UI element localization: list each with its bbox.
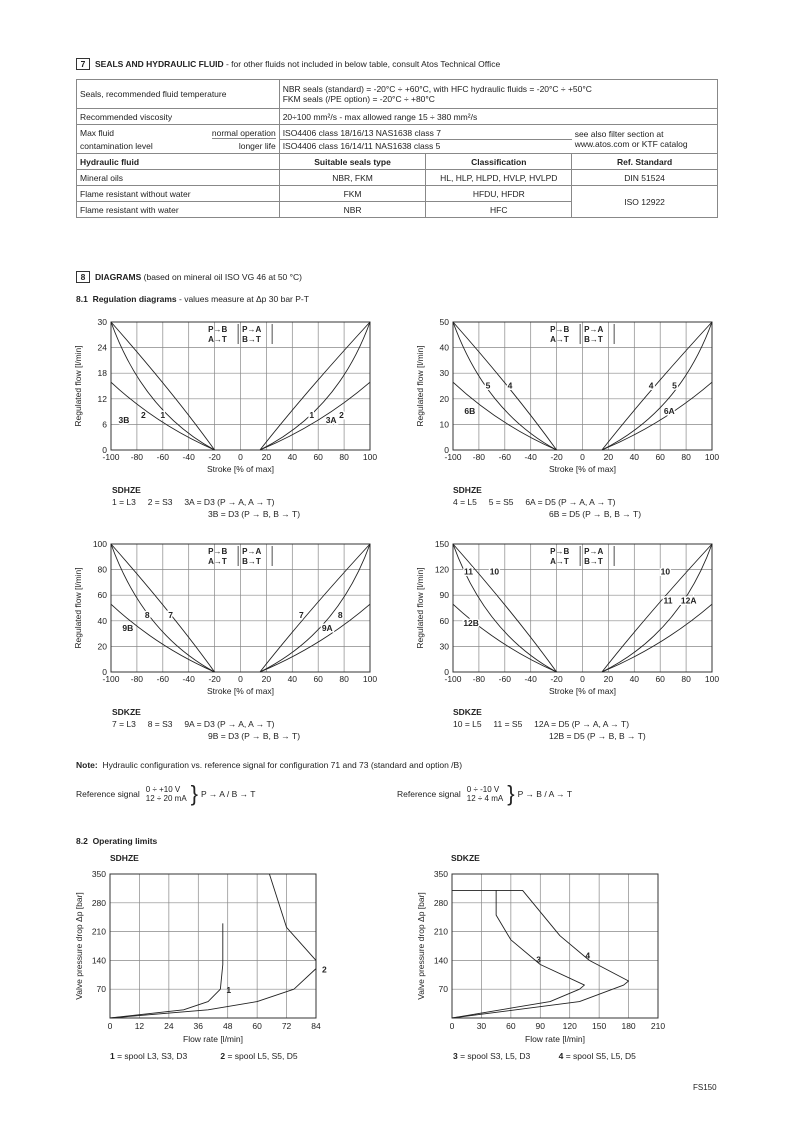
table-header-row — [77, 154, 718, 170]
cont-label: Max fluid — [80, 127, 115, 138]
flow-legend-label: A→T — [550, 557, 569, 566]
y-tick-label: 120 — [434, 564, 449, 575]
x-tick-label: 60 — [313, 674, 323, 684]
legend-entry: 11 = S5 — [493, 719, 523, 729]
ref-range: 0 ÷ +10 V — [145, 785, 181, 794]
x-tick-label: 24 — [164, 1021, 174, 1031]
x-tick-label: 30 — [476, 1021, 487, 1031]
table-header: Suitable seals type — [279, 154, 426, 170]
table-row — [77, 125, 718, 154]
curve-line — [260, 544, 370, 672]
x-axis-label: Stroke [% of max] — [206, 464, 275, 474]
legend-title: SDKZE — [453, 707, 482, 717]
series-label: 7 — [168, 610, 173, 621]
x-tick-label: 84 — [311, 1021, 321, 1031]
y-tick-label: 0 — [444, 445, 449, 455]
y-axis-label: Valve pressure drop Δp [bar] — [416, 892, 426, 1000]
page-code: FS150 — [693, 1083, 717, 1092]
note-text: Hydraulic configuration vs. reference signal for configuration 71 and 73 (standard and option /B) — [102, 760, 463, 770]
x-tick-label: -80 — [130, 674, 144, 684]
series-label: 2 — [322, 964, 327, 975]
x-tick-label: 20 — [603, 674, 614, 684]
section-81-subtitle: - values measure at Δp 30 bar P-T — [176, 294, 309, 304]
series-label: 11 — [663, 595, 673, 606]
series-label: 7 — [298, 610, 304, 621]
flow-legend-label: A→T — [208, 335, 227, 344]
note-label: Note: — [76, 760, 98, 770]
y-tick-label: 350 — [433, 869, 448, 879]
y-tick-label: 280 — [91, 897, 106, 908]
x-tick-label: 0 — [449, 1021, 455, 1031]
table-row — [77, 109, 718, 125]
flow-legend-label: P→A — [584, 325, 604, 334]
curve-line — [602, 544, 712, 672]
y-tick-label: 210 — [91, 926, 106, 937]
x-tick-label: 80 — [681, 452, 691, 462]
section-82-heading — [76, 836, 157, 846]
y-tick-label: 0 — [444, 667, 449, 677]
cont-label: contamination level — [80, 140, 153, 151]
y-axis-label: Regulated flow [l/min] — [415, 567, 425, 649]
regulation-chart-3 — [66, 534, 386, 704]
x-tick-label: -40 — [182, 452, 195, 462]
series-label: 9A — [321, 623, 333, 634]
series-label: 5 — [485, 380, 491, 391]
section-8-number: 8 — [76, 271, 90, 283]
reference-signal-2: Reference signal 0 ÷ -10 V 12 ÷ 4 mA } P → B / A → T — [397, 781, 573, 806]
legend-entry: = spool S5, L5, D5 — [563, 1051, 636, 1061]
series-label: 3 — [536, 954, 542, 965]
section-81-heading — [76, 294, 309, 304]
table-cell: ISO 12922 — [572, 186, 718, 218]
x-axis-label: Flow rate [l/min] — [525, 1034, 585, 1044]
x-tick-label: 60 — [655, 674, 665, 684]
note — [76, 760, 462, 770]
table-header: Hydraulic fluid — [77, 154, 280, 170]
op-chart-title: SDKZE — [451, 853, 480, 863]
section-7-subtitle: - for other fluids not included in below table, consult Atos Technical Office — [223, 59, 501, 69]
y-tick-label: 100 — [92, 539, 107, 549]
table-row — [77, 186, 718, 202]
x-tick-label: 36 — [193, 1021, 204, 1031]
x-tick-label: -60 — [498, 452, 511, 462]
legend-entry: 9A = D3 (P → A, A → T) — [184, 719, 275, 729]
table-cell: Seals, recommended fluid temperature — [77, 80, 280, 109]
legend-entry: = spool L3, S3, D3 — [114, 1051, 188, 1061]
x-tick-label: -80 — [472, 452, 486, 462]
x-tick-label: -20 — [550, 674, 563, 684]
flow-legend-label: B→T — [242, 557, 261, 566]
y-tick-label: 40 — [439, 342, 449, 353]
flow-legend-label: B→T — [584, 335, 603, 344]
x-tick-label: 100 — [704, 452, 720, 462]
x-tick-label: -20 — [550, 452, 563, 462]
series-label: 4 — [648, 380, 654, 391]
legend-entry: = spool S3, L5, D3 — [457, 1051, 531, 1061]
legend-entry: 4 = L5 — [453, 497, 477, 507]
table-cell: HFDU, HFDR — [426, 186, 572, 202]
y-tick-label: 350 — [91, 869, 106, 879]
table-cell: DIN 51524 — [572, 170, 718, 186]
x-tick-label: 0 — [238, 674, 243, 684]
x-tick-label: 12 — [134, 1021, 145, 1031]
section-7-number: 7 — [76, 58, 90, 70]
x-tick-label: 0 — [580, 452, 585, 462]
series-label: 3B — [118, 415, 130, 426]
x-tick-label: 80 — [339, 452, 349, 462]
y-tick-label: 12 — [97, 393, 107, 404]
series-label: 1 — [309, 410, 315, 420]
series-label: 4 — [507, 380, 513, 391]
op-legend-1 — [110, 1050, 298, 1062]
plot-frame — [452, 874, 658, 1018]
seals-fluid-table — [76, 79, 718, 218]
regulation-chart-2 — [408, 312, 728, 482]
x-tick-label: -100 — [102, 674, 120, 684]
flow-legend-label: P→A — [584, 547, 604, 556]
y-tick-label: 20 — [97, 641, 107, 652]
x-tick-label: -100 — [444, 452, 462, 462]
legend-entry: 3A = D3 (P → A, A → T) — [184, 497, 275, 507]
operating-limits-chart-2 — [408, 864, 678, 1050]
y-tick-label: 20 — [439, 393, 449, 404]
y-tick-label: 90 — [439, 590, 449, 601]
curve-line — [602, 322, 712, 450]
flow-legend-label: P→A — [242, 547, 262, 556]
x-tick-label: 40 — [287, 452, 298, 462]
op-legend-2 — [453, 1050, 636, 1062]
y-tick-label: 50 — [439, 317, 449, 327]
flow-legend-label: P→B — [208, 547, 228, 556]
y-tick-label: 0 — [102, 667, 107, 677]
operating-limits-chart-1 — [66, 864, 336, 1050]
x-tick-label: -20 — [208, 674, 221, 684]
curve-line — [260, 604, 370, 672]
y-axis-label: Regulated flow [l/min] — [73, 567, 83, 649]
curve-line — [602, 322, 712, 450]
table-cell — [279, 80, 717, 109]
table-header: Classification — [426, 154, 572, 170]
cont-label: normal operation — [211, 127, 276, 138]
legend-key: 4 — [558, 1051, 564, 1061]
y-tick-label: 280 — [433, 897, 448, 908]
limit-curve — [110, 923, 223, 1018]
legend-key: 2 — [220, 1051, 226, 1061]
x-axis-label: Flow rate [l/min] — [183, 1034, 243, 1044]
chart-legend-sdkze-2 — [453, 706, 646, 742]
chart-legend-sdkze-1 — [112, 706, 300, 742]
x-tick-label: -40 — [524, 452, 537, 462]
y-tick-label: 30 — [97, 317, 107, 327]
legend-entry: 8 = S3 — [147, 719, 173, 729]
x-tick-label: -100 — [102, 452, 120, 462]
legend-entry: 5 = S5 — [488, 497, 514, 507]
legend-entry: 12B = D5 (P → B, B → T) — [549, 731, 646, 741]
legend-entry: 12A = D5 (P → A, A → T) — [534, 719, 630, 729]
chart-legend-sdhze-1 — [112, 484, 300, 520]
series-label: 6A — [663, 406, 675, 417]
section-7-heading — [76, 58, 500, 70]
legend-title: SDKZE — [112, 707, 141, 717]
cont-value: ISO4406 class 18/16/13 NAS1638 class 7 — [280, 127, 572, 140]
table-cell: 20÷100 mm²/s - max allowed range 15 ÷ 380 mm²/s — [279, 109, 717, 125]
ref-range: 12 ÷ 4 mA — [466, 794, 504, 803]
flow-legend-label: P→A — [242, 325, 262, 334]
table-cell: Mineral oils — [77, 170, 280, 186]
x-tick-label: 80 — [681, 674, 691, 684]
y-tick-label: 70 — [96, 984, 106, 995]
op-chart-title: SDHZE — [110, 853, 139, 863]
table-cell — [77, 125, 280, 154]
regulation-chart-4 — [408, 534, 728, 704]
seals-temp-line: NBR seals (standard) = -20°C ÷ +60°C, with HFC hydraulic fluids = -20°C ÷ +50°C — [282, 84, 592, 94]
series-label: 10 — [660, 566, 671, 577]
x-tick-label: 180 — [621, 1021, 636, 1031]
y-tick-label: 40 — [97, 615, 107, 626]
x-tick-label: 60 — [655, 452, 665, 462]
curve-line — [602, 604, 712, 672]
x-tick-label: 72 — [281, 1021, 292, 1031]
x-tick-label: 20 — [261, 674, 272, 684]
flow-legend-label: P→B — [208, 325, 228, 334]
ref-label: Reference signal — [397, 789, 461, 799]
x-tick-label: -40 — [182, 674, 195, 684]
x-tick-label: -60 — [498, 674, 511, 684]
reference-signal-1: Reference signal 0 ÷ +10 V 12 ÷ 20 mA } P → A / B → T — [76, 781, 256, 806]
flow-legend-label: A→T — [208, 557, 227, 566]
y-tick-label: 140 — [433, 955, 448, 966]
section-82-number: 8.2 — [76, 836, 88, 846]
x-tick-label: 0 — [107, 1021, 113, 1031]
legend-entry: 6B = D5 (P → B, B → T) — [549, 509, 642, 519]
x-tick-label: 0 — [238, 452, 243, 462]
x-tick-label: 20 — [603, 452, 614, 462]
table-cell: FKM — [279, 186, 426, 202]
limit-curve — [452, 890, 584, 1018]
table-cell: Recommended viscosity — [77, 109, 280, 125]
x-axis-label: Stroke [% of max] — [206, 686, 275, 696]
table-cell: NBR — [279, 202, 426, 218]
section-8-title: DIAGRAMS — [95, 272, 142, 282]
series-label: 1 — [226, 985, 232, 996]
x-tick-label: 60 — [313, 452, 323, 462]
x-tick-label: 0 — [580, 674, 585, 684]
y-axis-label: Regulated flow [l/min] — [415, 345, 425, 427]
x-tick-label: -60 — [156, 452, 169, 462]
table-cell: HFC — [426, 202, 572, 218]
section-81-number: 8.1 — [76, 294, 88, 304]
cont-note: www.atos.com or KTF catalog — [574, 139, 688, 149]
y-tick-label: 0 — [102, 445, 107, 455]
cont-note: see also filter section at — [574, 129, 664, 139]
x-tick-label: -100 — [444, 674, 462, 684]
legend-entry: 7 = L3 — [112, 719, 136, 729]
y-tick-label: 24 — [97, 342, 107, 353]
section-81-title: Regulation diagrams — [92, 294, 177, 304]
x-tick-label: 60 — [252, 1021, 262, 1031]
cont-value: ISO4406 class 16/14/11 NAS1638 class 5 — [282, 140, 441, 151]
x-tick-label: 100 — [362, 452, 378, 462]
x-tick-label: -80 — [472, 674, 486, 684]
series-label: 8 — [337, 610, 343, 621]
x-tick-label: 210 — [650, 1021, 666, 1031]
series-label: 5 — [672, 380, 677, 391]
table-row — [77, 170, 718, 186]
table-header: Ref. Standard — [572, 154, 718, 170]
x-tick-label: -80 — [130, 452, 144, 462]
y-tick-label: 80 — [97, 564, 107, 575]
series-label: 9B — [122, 623, 134, 634]
y-tick-label: 150 — [434, 539, 449, 549]
x-tick-label: 40 — [287, 674, 298, 684]
series-label: 1 — [160, 410, 166, 420]
series-label: 3A — [325, 415, 337, 426]
ref-range: 0 ÷ -10 V — [466, 785, 500, 794]
series-label: 2 — [141, 410, 146, 420]
section-82-title: Operating limits — [92, 836, 158, 846]
x-tick-label: 100 — [704, 674, 720, 684]
legend-entry: 10 = L5 — [453, 719, 482, 729]
x-tick-label: -40 — [524, 674, 537, 684]
x-tick-label: -60 — [156, 674, 169, 684]
curve-line — [602, 382, 712, 450]
y-tick-label: 60 — [97, 590, 107, 601]
ref-result: P → B / A → T — [517, 789, 573, 799]
x-tick-label: 60 — [506, 1021, 516, 1031]
legend-title: SDHZE — [112, 485, 141, 495]
legend-key: 1 — [110, 1051, 115, 1061]
table-cell: NBR, FKM — [279, 170, 426, 186]
x-tick-label: 20 — [261, 452, 272, 462]
y-axis-label: Regulated flow [l/min] — [73, 345, 83, 427]
curve-line — [260, 322, 370, 450]
series-label: 2 — [339, 410, 344, 420]
flow-legend-label: B→T — [242, 335, 261, 344]
x-axis-label: Stroke [% of max] — [548, 464, 617, 474]
x-tick-label: 48 — [222, 1021, 233, 1031]
x-tick-label: 40 — [629, 674, 640, 684]
y-tick-label: 6 — [102, 419, 107, 430]
x-tick-label: 80 — [339, 674, 349, 684]
table-cell: Flame resistant without water — [77, 186, 280, 202]
table-row — [77, 80, 718, 109]
ref-result: P → A / B → T — [201, 789, 256, 799]
x-tick-label: -20 — [208, 452, 221, 462]
curve-line — [260, 322, 370, 450]
flow-legend-label: A→T — [550, 335, 569, 344]
cont-label: longer life — [238, 140, 276, 151]
seals-temp-line: FKM seals (/PE option) = -20°C ÷ +80°C — [282, 94, 435, 104]
section-8-subtitle: (based on mineral oil ISO VG 46 at 50 °C) — [141, 272, 303, 282]
flow-legend-label: P→B — [550, 325, 570, 334]
x-tick-label: 40 — [629, 452, 640, 462]
table-cell: HL, HLP, HLPD, HVLP, HVLPD — [426, 170, 572, 186]
y-tick-label: 140 — [91, 955, 106, 966]
legend-entry: 6A = D5 (P → A, A → T) — [525, 497, 616, 507]
y-axis-label: Valve pressure drop Δp [bar] — [74, 892, 84, 1000]
x-tick-label: 100 — [362, 674, 378, 684]
flow-legend-label: B→T — [584, 557, 603, 566]
legend-entry: 3B = D3 (P → B, B → T) — [208, 509, 301, 519]
legend-title: SDHZE — [453, 485, 482, 495]
legend-entry: = spool L5, S5, D5 — [225, 1051, 298, 1061]
series-label: 12A — [680, 595, 697, 606]
x-axis-label: Stroke [% of max] — [548, 686, 617, 696]
series-label: 10 — [489, 566, 500, 577]
ref-range: 12 ÷ 20 mA — [145, 794, 187, 803]
series-label: 6B — [464, 406, 476, 417]
curve-line — [260, 544, 370, 672]
legend-entry: 9B = D3 (P → B, B → T) — [208, 731, 301, 741]
x-tick-label: 90 — [535, 1021, 546, 1031]
chart-legend-sdhze-2 — [453, 484, 641, 520]
section-7-title: SEALS AND HYDRAULIC FLUID — [95, 59, 224, 69]
regulation-chart-1 — [66, 312, 386, 482]
x-tick-label: 120 — [562, 1021, 577, 1031]
table-cell — [279, 125, 572, 154]
section-8-heading — [76, 271, 302, 283]
series-label: 8 — [144, 610, 150, 621]
table-cell — [572, 125, 718, 154]
ref-label: Reference signal — [76, 789, 140, 799]
y-tick-label: 210 — [433, 926, 448, 937]
y-tick-label: 30 — [439, 368, 449, 379]
y-tick-label: 60 — [439, 615, 449, 626]
curve-line — [260, 382, 370, 450]
curve-line — [602, 544, 712, 672]
legend-entry: 2 = S3 — [147, 497, 173, 507]
legend-entry: 1 = L3 — [112, 497, 136, 507]
y-tick-label: 70 — [438, 984, 448, 995]
series-label: 4 — [585, 950, 591, 961]
legend-key: 3 — [453, 1051, 458, 1061]
x-tick-label: 150 — [592, 1021, 607, 1031]
y-tick-label: 10 — [439, 419, 449, 430]
series-label: 12B — [463, 617, 479, 628]
table-cell: Flame resistant with water — [77, 202, 280, 218]
flow-legend-label: P→B — [550, 547, 570, 556]
y-tick-label: 30 — [439, 641, 449, 652]
y-tick-label: 18 — [97, 368, 107, 379]
series-label: 11 — [464, 566, 474, 577]
